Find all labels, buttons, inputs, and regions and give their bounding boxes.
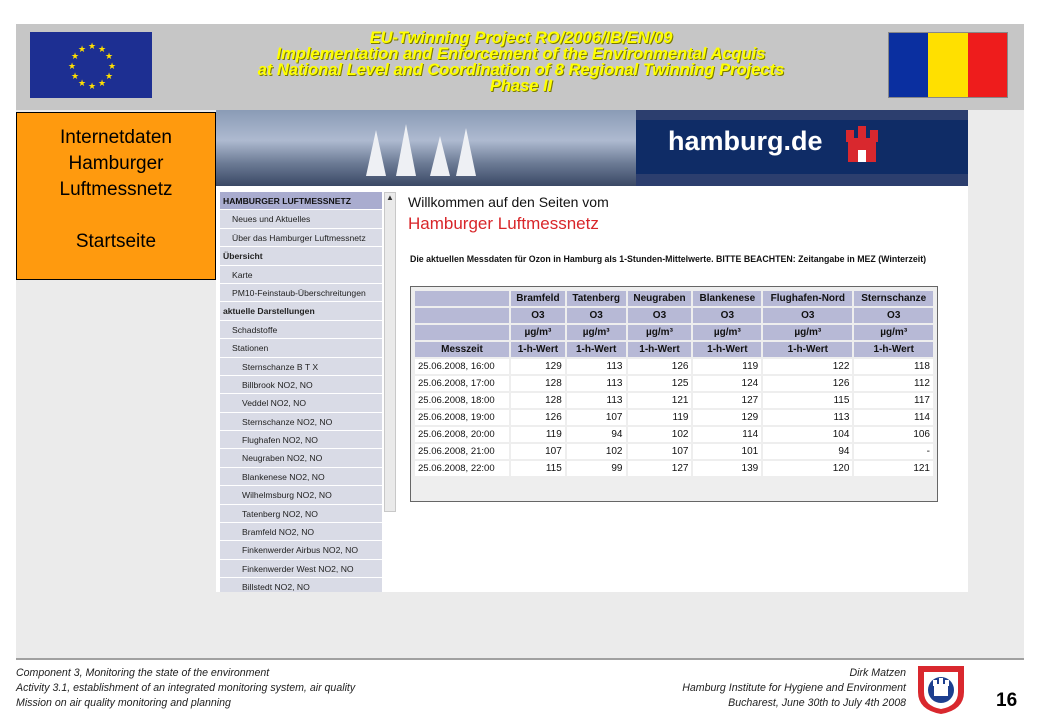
scroll-up-icon[interactable]: ▲ [386,193,394,202]
website-screenshot [216,110,968,592]
footer-right [682,666,906,711]
table-header-cell: O3 [628,308,692,323]
nav-item[interactable]: Billbrook NO2, NO [220,376,382,394]
table-cell: 121 [854,461,933,476]
nav-item[interactable]: Blankenese NO2, NO [220,468,382,486]
flag-stripe-blue [889,33,928,97]
footer-left [16,666,355,711]
table-cell: 104 [763,427,852,442]
table-cell: 117 [854,393,933,408]
table-cell: 122 [763,359,852,374]
nav-item[interactable]: Finkenwerder West NO2, NO [220,560,382,578]
table-header-cell: Tatenberg [567,291,626,306]
table-cell: 119 [511,427,565,442]
svg-text:★: ★ [68,62,77,72]
table-cell: 125 [628,376,692,391]
table-cell: 127 [693,393,761,408]
table-row [415,427,933,442]
project-title [166,30,876,94]
table-cell: 119 [628,410,692,425]
slide-header [16,24,1024,110]
table-row [415,410,933,425]
table-header-cell: 1-h-Wert [763,342,852,357]
nav-item[interactable]: Wilhelmsburg NO2, NO [220,486,382,504]
slide-label [16,112,216,280]
table-cell: 107 [511,444,565,459]
svg-text:★: ★ [78,79,87,89]
nav-item[interactable]: Neugraben NO2, NO [220,449,382,467]
footer-activity: Activity 3.1, establishment of an integrated monitoring system, air quality [16,682,356,694]
table-cell: 112 [854,376,933,391]
table-header-cell: O3 [693,308,761,323]
table-row [415,376,933,391]
site-banner [216,110,968,186]
sail-shape [430,136,450,176]
table-header-cell: µg/m³ [511,325,565,340]
table-cell: 113 [567,359,626,374]
table-cell: 115 [763,393,852,408]
table-cell: 25.06.2008, 22:00 [415,461,509,476]
flag-stripe-yellow [928,33,967,97]
nav-item[interactable]: Billstedt NO2, NO [220,578,382,592]
table-header-cell: O3 [511,308,565,323]
table-header-cell: µg/m³ [693,325,761,340]
table-cell: 25.06.2008, 16:00 [415,359,509,374]
table-row [415,342,933,357]
ozone-note: Die aktuellen Messdaten für Ozon in Hamburg als 1-Stunden-Mittelwerte. BITTE BEACHTEN: Zeitangabe in MEZ (Winterzeit) [410,254,927,264]
table-cell: 126 [628,359,692,374]
table-header-cell [415,291,509,306]
table-header-cell [415,308,509,323]
table-row [415,444,933,459]
nav-item[interactable]: Finkenwerder Airbus NO2, NO [220,541,382,559]
svg-text:★: ★ [71,72,80,82]
nav-item[interactable]: Veddel NO2, NO [220,394,382,412]
table-header-cell: µg/m³ [854,325,933,340]
flag-stripe-red [968,33,1007,97]
nav-item[interactable]: Schadstoffe [220,321,382,339]
table-header-cell: Bramfeld [511,291,565,306]
svg-text:★: ★ [71,52,80,62]
table-cell: 114 [854,410,933,425]
nav-item[interactable]: Übersicht [220,247,382,265]
table-cell: 126 [763,376,852,391]
table-header-cell: µg/m³ [567,325,626,340]
table-row [415,393,933,408]
nav-item[interactable]: HAMBURGER LUFTMESSNETZ [220,192,382,210]
table-header-cell: Messzeit [415,342,509,357]
svg-text:★: ★ [108,62,117,72]
table-header-cell [415,325,509,340]
table-cell: 102 [567,444,626,459]
table-header-cell: O3 [854,308,933,323]
table-cell: 139 [693,461,761,476]
svg-text:★: ★ [105,72,114,82]
footer-mission: Mission on air quality monitoring and planning [16,697,231,709]
footer-date: Bucharest, June 30th to July 4th 2008 [728,697,906,709]
slide-label-line3: Luftmessnetz [59,179,173,200]
table-cell: 99 [567,461,626,476]
svg-text:★: ★ [105,52,114,62]
sail-shape [396,124,416,176]
project-title-line3: at National Level and Coordination of 8 Regional Twinning Projects [257,61,785,79]
footer-divider [16,658,1024,660]
table-row [415,359,933,374]
table-cell: 25.06.2008, 20:00 [415,427,509,442]
table-header-cell: µg/m³ [763,325,852,340]
table-row [415,325,933,340]
table-header-cell: Sternschanze [854,291,933,306]
sail-shape [456,128,476,176]
table-header-cell: 1-h-Wert [628,342,692,357]
table-cell: 25.06.2008, 18:00 [415,393,509,408]
table-row [415,291,933,306]
table-cell: 129 [511,359,565,374]
table-cell: 114 [693,427,761,442]
eu-flag-icon [30,32,152,98]
svg-text:★: ★ [98,45,107,55]
table-cell: 119 [693,359,761,374]
ozone-table [410,286,938,502]
nav-item[interactable]: Über das Hamburger Luftmessnetz [220,229,382,247]
sail-shape [366,130,386,176]
table-cell: 118 [854,359,933,374]
table-cell: 128 [511,393,565,408]
table-cell: 120 [763,461,852,476]
svg-text:★: ★ [88,42,97,52]
svg-text:★: ★ [98,79,107,89]
nav-item[interactable]: Stationen [220,339,382,357]
table-cell: 94 [567,427,626,442]
table-cell: 115 [511,461,565,476]
eu-stars [30,32,152,98]
institute-logo-icon [914,662,968,716]
nav-item[interactable]: Neues und Aktuelles [220,210,382,228]
table-cell: - [854,444,933,459]
table-header-cell: 1-h-Wert [511,342,565,357]
project-title-line1: EU-Twinning Project RO/2006/IB/EN/09 [369,29,673,47]
table-cell: 107 [567,410,626,425]
table-row [415,308,933,323]
slide-label-line4: Startseite [75,231,157,252]
hamburg-castle-icon [844,124,880,166]
table-header-cell: 1-h-Wert [567,342,626,357]
table-cell: 121 [628,393,692,408]
nav-item[interactable]: Sternschanze NO2, NO [220,413,382,431]
table-header-cell: O3 [763,308,852,323]
site-logo[interactable]: hamburg.de [668,126,823,156]
footer-component: Component 3, Monitoring the state of the environment [16,667,270,679]
table-cell: 126 [511,410,565,425]
project-title-line4: Phase II [489,77,553,95]
table-header-cell: 1-h-Wert [854,342,933,357]
table-cell: 25.06.2008, 17:00 [415,376,509,391]
nav-item[interactable]: Flughafen NO2, NO [220,431,382,449]
nav-item[interactable]: Bramfeld NO2, NO [220,523,382,541]
table-cell: 113 [567,376,626,391]
nav-item[interactable]: Tatenberg NO2, NO [220,505,382,523]
left-navigation [220,192,382,592]
table-cell: 102 [628,427,692,442]
slide-label-line2: Hamburger [68,153,164,174]
data-table [413,289,935,478]
table-cell: 107 [628,444,692,459]
table-row [415,461,933,476]
table-cell: 113 [763,410,852,425]
nav-item[interactable]: aktuelle Darstellungen [220,302,382,320]
slide-label-line1: Internetdaten [60,127,172,148]
nav-item[interactable]: PM10-Feinstaub-Überschreitungen [220,284,382,302]
harbor-photo [216,110,636,186]
table-header-cell: Blankenese [693,291,761,306]
footer-institute: Hamburg Institute for Hygiene and Environment [682,682,906,694]
svg-text:★: ★ [78,45,87,55]
footer-author: Dirk Matzen [849,667,906,679]
table-header-cell: 1-h-Wert [693,342,761,357]
project-title-line2: Implementation and Enforcement of the Environmental Acquis [276,45,766,63]
table-header-cell: Flughafen-Nord [763,291,852,306]
nav-item[interactable]: Karte [220,266,382,284]
table-cell: 25.06.2008, 19:00 [415,410,509,425]
table-cell: 25.06.2008, 21:00 [415,444,509,459]
romania-flag-icon [888,32,1008,98]
table-header-cell: µg/m³ [628,325,692,340]
table-header-cell: O3 [567,308,626,323]
welcome-heading: Willkommen auf den Seiten vom [408,194,609,210]
table-cell: 94 [763,444,852,459]
table-cell: 124 [693,376,761,391]
welcome-title: Hamburger Luftmessnetz [408,214,599,233]
table-header-cell: Neugraben [628,291,692,306]
nav-item[interactable]: Sternschanze B T X [220,358,382,376]
table-cell: 128 [511,376,565,391]
table-cell: 113 [567,393,626,408]
table-cell: 127 [628,461,692,476]
svg-text:★: ★ [88,82,97,92]
table-cell: 101 [693,444,761,459]
page-number: 16 [996,690,1018,711]
table-cell: 106 [854,427,933,442]
table-cell: 129 [693,410,761,425]
nav-scrollbar[interactable] [384,192,396,512]
